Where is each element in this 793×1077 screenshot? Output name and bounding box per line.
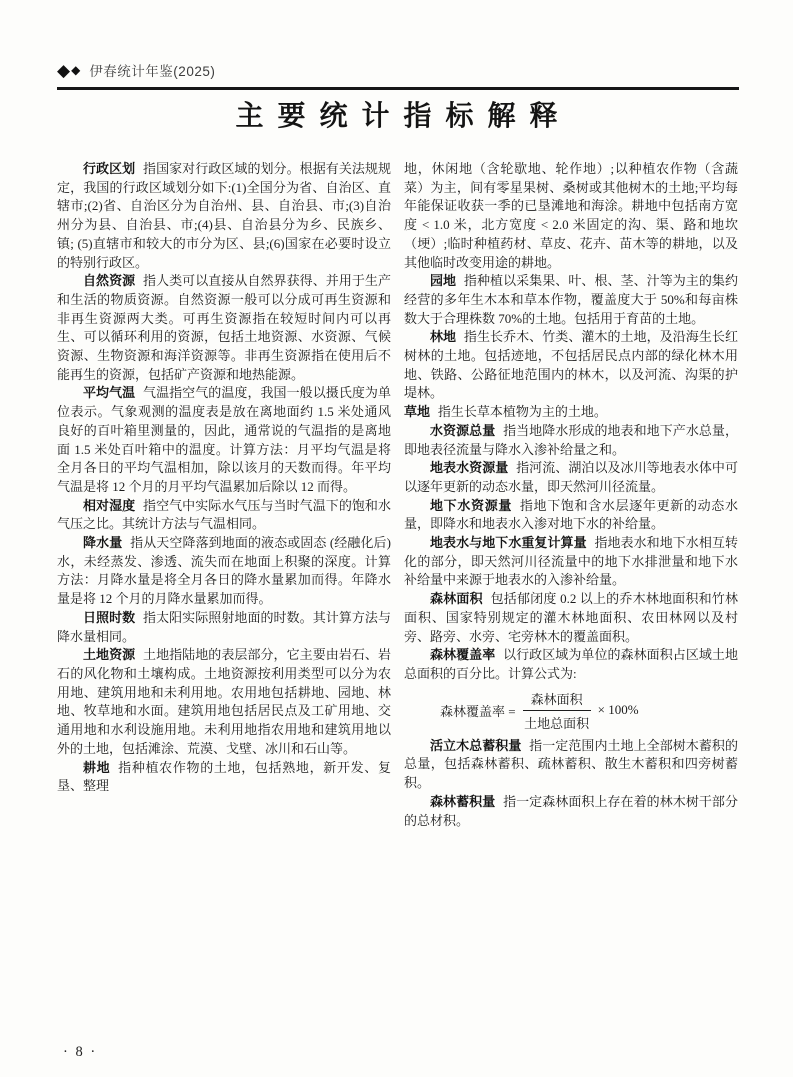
- term-label: 土地资源: [83, 647, 136, 663]
- definition-text: 指一定范围内土地上全部树木蓄积的总量，包括森林蓄积、疏林蓄积、散生木蓄积和四旁树蓄积。: [404, 737, 738, 791]
- term-label: 林地: [430, 329, 457, 345]
- definition-text: 指人类可以直接从自然界获得、并用于生产和生活的物质资源。自然资源一般可以分成可再生资源和非再生资源两大类。可再生资源指在较短时间内可以再生、可以循环利用的资源，包括土地资源、水资源、气候资源、生物资源和海洋资源等。非再生资源指在使用后不能再生的资源，包括矿产资源和地热能源。: [57, 273, 391, 382]
- diamond-icon-small: ◆: [71, 63, 81, 77]
- definition-text: 指生长草本植物为主的土地。: [437, 404, 607, 420]
- definition-text: 指从天空降落到地面的液态或固态 (经融化后)水，未经蒸发、渗透、流失而在地面上积聚的深度。计算方法：月降水量是将全月各日的降水量累加而得。年降水量是将 12 个月的月降水量累加而得。: [57, 535, 391, 607]
- term-label: 地表水与地下水重复计算量: [430, 535, 587, 551]
- definition-paragraph: [57, 272, 391, 384]
- page-header: [57, 60, 739, 90]
- term-label: 日照时数: [83, 609, 136, 625]
- term-label: 草地: [404, 404, 431, 420]
- definition-paragraph: [57, 646, 391, 758]
- definition-paragraph: [404, 534, 738, 590]
- definition-paragraph: [404, 590, 738, 646]
- definition-text: 指当地降水形成的地表和地下产水总量，即地表径流量与降水入渗补给量之和。: [404, 422, 738, 457]
- term-label: 地下水资源量: [430, 497, 513, 513]
- yearbook-name: 伊春统计年鉴(2025): [89, 64, 216, 79]
- definition-paragraph: [404, 459, 738, 496]
- definition-text: 指空气中实际水气压与当时气温下的饱和水气压之比。其统计方法与气温相同。: [57, 497, 391, 532]
- definition-paragraph: [404, 422, 738, 459]
- definition-paragraph: [404, 646, 738, 683]
- definition-text: 指河流、湖泊以及冰川等地表水体中可以逐年更新的动态水量，即天然河川径流量。: [404, 460, 738, 494]
- definition-text: 指国家对行政区域的划分。根据有关法规规定，我国的行政区域划分如下:(1)全国分为省、自治区、直辖市;(2)省、自治区分为自治州、县、自治县、市;(3)自治州分为县、自治县、市;(4)县、自治县分为乡、民族乡、镇; (5)直辖市和较大的市分为区、县;(6)国家在必要时设立的特别行政区。: [57, 161, 391, 270]
- formula-denominator: 土地总面积: [524, 715, 590, 731]
- term-label: 行政区划: [83, 161, 136, 176]
- definition-text: 指种植以采集果、叶、根、茎、汁等为主的集约经营的多年生木本和草本作物，覆盖度大于 50%和每亩株数大于合理株数 70%的土地。包括用于育苗的土地。: [404, 273, 738, 326]
- definition-paragraph: [404, 328, 738, 403]
- formula-suffix: × 100%: [597, 702, 639, 718]
- definition-text: 指太阳实际照射地面的时数。其计算方法与降水量相同。: [57, 609, 391, 644]
- definition-paragraph: [57, 160, 391, 272]
- term-label: 平均气温: [83, 385, 136, 401]
- definition-paragraph: [404, 793, 738, 830]
- definition-text: 以行政区域为单位的森林面积占区域土地总面积的百分比。计算公式为:: [404, 647, 738, 681]
- definition-text: 包括郁闭度 0.2 以上的乔木林地面积和竹林面积、国家特别规定的灌木林地面积、农田林网以及村旁、路旁、水旁、宅旁林木的覆盖面积。: [404, 591, 738, 644]
- term-label: 森林覆盖率: [430, 647, 496, 663]
- formula-lhs: 森林覆盖率 =: [440, 703, 516, 719]
- term-label: 自然资源: [83, 273, 136, 289]
- term-label: 森林面积: [430, 591, 483, 607]
- definition-text: 气温指空气的温度，我国一般以摄氏度为单位表示。气象观测的温度表是放在离地面约 1.5 米处通风良好的百叶箱里测量的，因此，通常说的气温指的是离地面 1.5 米处百叶箱中的温度。计算方法：月平均气温是将全月各日的平均气温相加，除以该月的天数而得。年平均气温是将 12 个月的月平均气温累加后除以 12 而得。: [57, 385, 391, 494]
- definition-paragraph: [57, 497, 391, 534]
- term-label: 活立木总蓄积量: [430, 737, 522, 753]
- right-column: [404, 160, 738, 830]
- formula-fraction: [523, 689, 591, 732]
- page-number: · 8 ·: [63, 1044, 98, 1060]
- term-label: 相对湿度: [83, 497, 136, 513]
- term-label: 水资源总量: [430, 422, 496, 438]
- diamond-icon: ◆: [57, 60, 71, 80]
- definition-text: 指种植农作物的土地，包括熟地，新开发、复垦、整理: [57, 759, 391, 794]
- definition-text: 指生长乔木、竹类、灌木的土地，及沿海生长红树林的土地。包括迹地，不包括居民点内部的绿化林木用地、铁路、公路征地范围内的林木，以及河流、沟渠的护堤林。: [404, 329, 738, 401]
- forest-coverage-formula: [440, 689, 738, 732]
- definition-text: 地，休闲地（含轮歇地、轮作地）;以种植农作物（含蔬菜）为主，间有零星果树、桑树或其他树木的土地;平均每年能保证收获一季的已垦滩地和海涂。耕地中包括南方宽度 < 1.0 米，北方宽度 < 2.0 米固定的沟、渠、路和地坎（埂）;临时种植药材、草皮、花卉、苗木等的耕地，以及其他临时改变用途的耕地。: [404, 161, 738, 270]
- formula-numerator: 森林面积: [523, 689, 591, 711]
- definition-paragraph: [57, 609, 391, 646]
- definition-paragraph: [404, 272, 738, 328]
- definition-text: 指地表水和地下水相互转化的部分，即天然河川径流量中的地下水排泄量和地下水补给量中来源于地表水的入渗补给量。: [404, 535, 738, 588]
- definition-paragraph: [404, 737, 738, 793]
- definition-paragraph: [404, 160, 738, 272]
- term-label: 森林蓄积量: [430, 793, 496, 809]
- definition-paragraph: [57, 759, 391, 796]
- term-label: 地表水资源量: [430, 460, 509, 476]
- definition-text: 指地下饱和含水层逐年更新的动态水量，即降水和地表水入渗对地下水的补给量。: [404, 497, 738, 532]
- page-title: 主要统计指标解释: [235, 100, 572, 131]
- definition-text: 土地指陆地的表层部分，它主要由岩石、岩石的风化物和土壤构成。土地资源按利用类型可以分为农用地、建筑用地和未利用地。农用地包括耕地、园地、林地、牧草地和水面。建筑用地包括居民点及工矿用地、交通用地和水利设施用地。未利用地指农用地和建筑用地以外的土地，包括滩涂、荒漠、戈壁、冰川和石山等。: [57, 647, 391, 756]
- definition-paragraph: [404, 497, 738, 534]
- definition-paragraph: [57, 384, 391, 496]
- left-column: [57, 160, 391, 830]
- definition-paragraph: [57, 534, 391, 609]
- two-column-body: [57, 160, 738, 830]
- definition-text: 指一定森林面积上存在着的林木树干部分的总材积。: [404, 793, 738, 828]
- term-label: 园地: [430, 273, 457, 289]
- definition-paragraph: [404, 403, 738, 422]
- term-label: 降水量: [83, 535, 123, 551]
- term-label: 耕地: [83, 759, 111, 775]
